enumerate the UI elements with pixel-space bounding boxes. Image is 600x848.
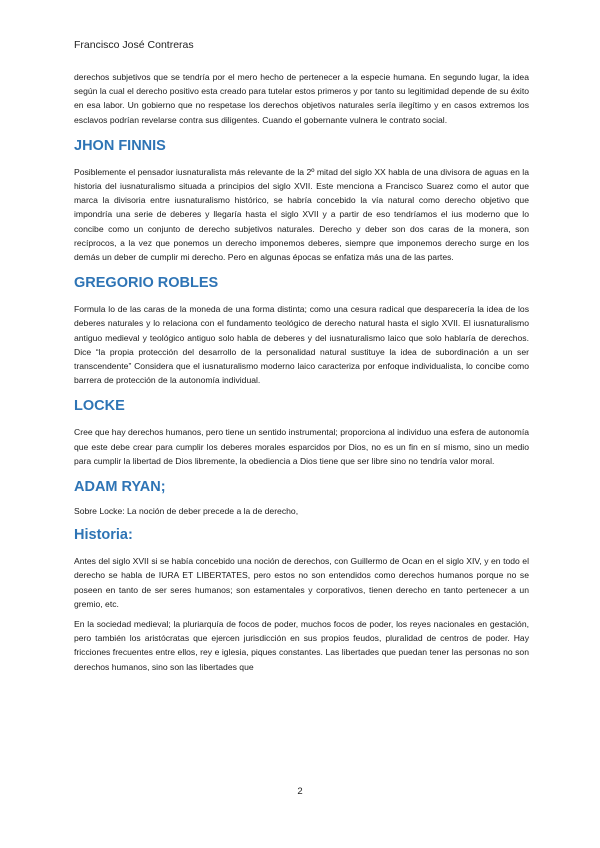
paragraph: En la sociedad medieval; la pluriarquía de focos de poder, muchos focos de poder, los reyes nacionales en gestación, pero también los aristócratas que ejercen jurisdicción en sus propios feudos, pluralidad de centros de poder. Hay fricciones frecuentes entre ellos, rey e iglesia, piques constantes. Las libertades que puedan tener las personas no son derechos humanos, sino son las libertades que	[74, 619, 529, 672]
section-heading-locke: LOCKE	[74, 398, 125, 415]
section-heading-jhon-finnis: JHON FINNIS	[74, 137, 166, 154]
paragraph: Posiblemente el pensador iusnaturalista más relevante de la 2º mitad del siglo XX habla de una divisora de aguas en la historia del iusnaturalismo situada a principios del siglo XVII. Este menciona a Francisco Suarez como el autor que marca la divisoria entre iusnaturalismo histórico, se habría concebido la vía natural como derecho objetivo que impondría una serie de deberes y llegaría hasta el siglo XVII y a partir de eso tendríamos el ius moderno que lo concibe como un conjunto de derecho subjetivos naturales. Derecho y deber son dos caras de la monera, son recíprocos, a la vez que ponemos un derecho imponemos deberes, siempre que imponemos derecho surge en los demás un deber de cumplir mi derecho. Pero en algunas épocas se enfatiza más una de las partes.	[74, 166, 529, 263]
paragraph: Cree que hay derechos humanos, pero tiene un sentido instrumental; proporciona al individuo una esfera de autonomía que este debe crear para cumplir los deberes morales esparcidos por Dios, no es un fin en sí mismo, sino un medio para cumplir la libertad de Dios libremente, la obediencia a Dios tiene que ser libre sino no tendría valor moral.	[74, 427, 529, 466]
paragraph: derechos subjetivos que se tendría por el mero hecho de pertenecer a la especie humana. En segundo lugar, la idea según la cual el derecho positivo esta creado para tutelar estos primeros y por tanto su legitimidad depende de su éxito en esa labor. Un gobierno que no respetase los derechos objetivos naturales sería ilegítimo y en casos extremos los esclavos podrían revelarse contra sus diligentes. Cuando el gobernante vulnera le contrato social.	[74, 72, 529, 125]
section-heading-gregorio-robles: GREGORIO ROBLES	[74, 275, 219, 292]
paragraph: Formula lo de las caras de la moneda de una forma distinta; como una cesura radical que desparecería la idea de los deberes naturales y lo relaciona con el fundamento teológico de derecho natural hasta el siglo XVII. El iusnaturalismo antiguo medieval y teológico antiguo solo habla de deberes y del iusnaturalismo laico que solo hablaría de derechos. Dice “la propia protección del desarrollo de la personalidad natural sustituye la idea de subordinación a un ser transcendente” Considera que el iusnaturalismo moderno laico caracteriza por enfoque individualista, lo concibe como barrera de protección de la autonomía individual.	[74, 304, 529, 386]
page-number: 2	[297, 786, 303, 797]
paragraph: Sobre Locke: La noción de deber precede a la de derecho,	[74, 506, 299, 517]
page-content	[74, 70, 529, 674]
section-heading-historia: Historia:	[74, 527, 133, 544]
page-header-author: Francisco José Contreras	[74, 39, 194, 51]
section-heading-adam-ryan: ADAM RYAN;	[74, 479, 166, 496]
paragraph: Antes del siglo XVII si se había concebido una noción de derechos, con Guillermo de Ocan en el siglo XIV, y en todo el derecho se habla de IURA ET LIBERTATES, pero estos no son entendidos como derechos humanos porque no se poseen en tanto de ser seres humanos; son estamentales y corporativos, tienen derecho en tanto pertenecer a un gremio, etc.	[74, 556, 529, 609]
